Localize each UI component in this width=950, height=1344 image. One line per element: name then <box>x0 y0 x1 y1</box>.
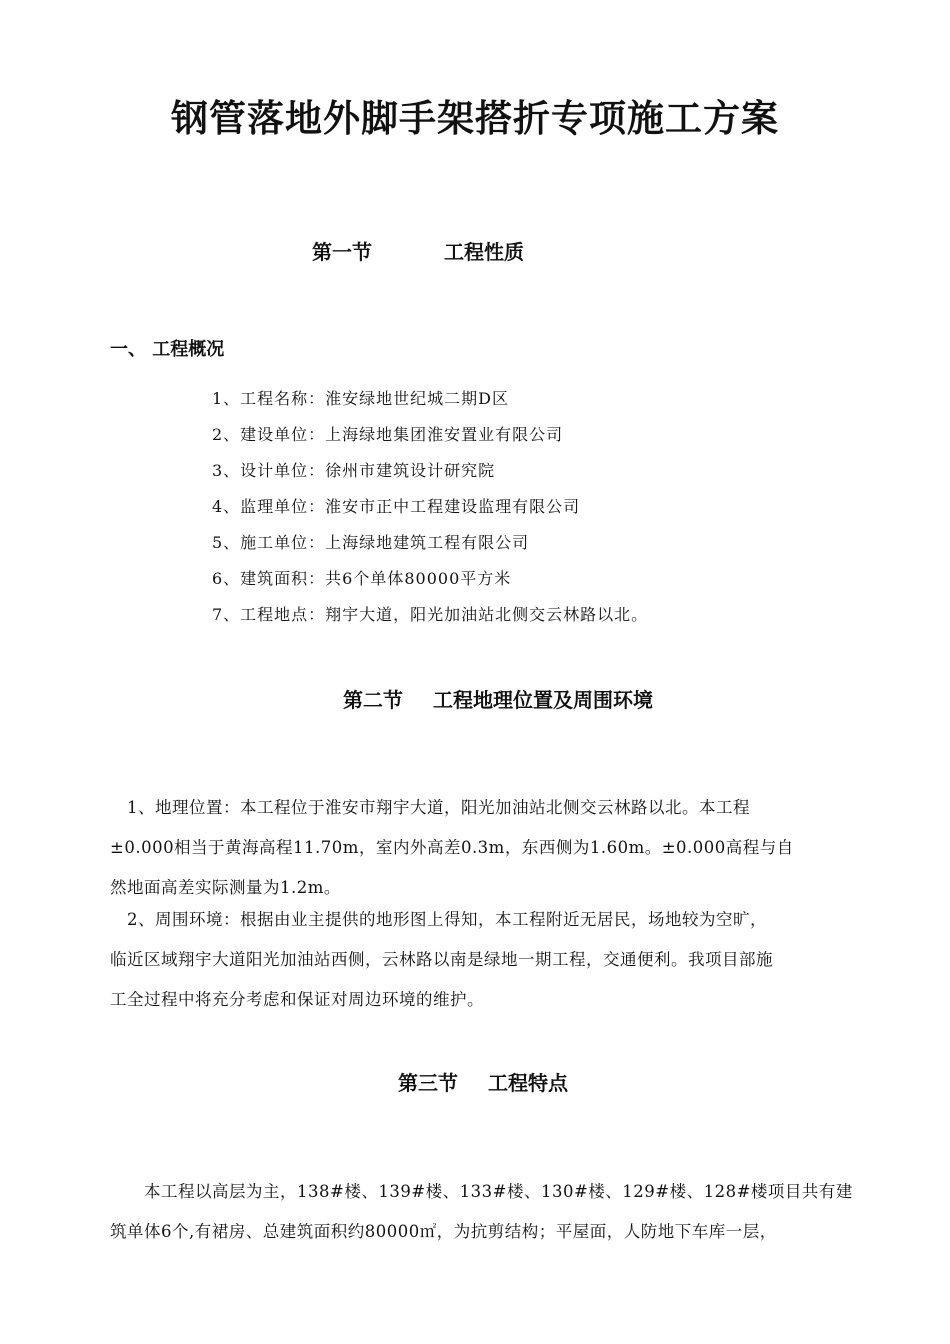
paragraph-line: 1、地理位置：本工程位于淮安市翔宇大道，阳光加油站北侧交云林路以北。本工程 <box>110 798 750 817</box>
overview-item-contractor: 5、施工单位：上海绿地建筑工程有限公司 <box>212 533 530 552</box>
section-1-heading-number: 第一节 <box>312 240 372 264</box>
overview-item-project-name: 1、工程名称：淮安绿地世纪城二期D区 <box>212 389 510 408</box>
section-3-heading-text: 工程特点 <box>488 1071 568 1095</box>
paragraph-line: 2、周围环境：根据由业主提供的地形图上得知，本工程附近无居民，场地较为空旷， <box>110 910 767 929</box>
document-title: 钢管落地外脚手架搭折专项施工方案 <box>171 97 779 140</box>
paragraph-line: 本工程以高层为主，138#楼、139#楼、133#楼、130#楼、129#楼、128#楼项目共有建 <box>110 1182 853 1201</box>
overview-item-location: 7、工程地点：翔宇大道，阳光加油站北侧交云林路以北。 <box>212 605 649 624</box>
surroundings-paragraph <box>110 900 866 1020</box>
overview-item-floor-area: 6、建筑面积：共6个单体80000平方米 <box>212 569 512 588</box>
overview-item-supervisor: 4、监理单位：淮安市正中工程建设监理有限公司 <box>212 497 581 516</box>
paragraph-line: 工全过程中将充分考虑和保证对周边环境的维护。 <box>110 990 484 1009</box>
paragraph-line: ±0.000相当于黄海高程11.70m，室内外高差0.3m，东西侧为1.60m。±0.000高程与自 <box>110 838 794 857</box>
project-overview-subheading: 一、 工程概况 <box>110 339 225 360</box>
paragraph-line: 临近区域翔宇大道阳光加油站西侧，云林路以南是绿地一期工程，交通便利。我项目部施 <box>110 950 773 969</box>
section-3-heading-number: 第三节 <box>398 1071 458 1095</box>
geographic-location-paragraph <box>110 788 866 908</box>
project-features-paragraph <box>110 1172 866 1252</box>
overview-item-owner: 2、建设单位：上海绿地集团淮安置业有限公司 <box>212 425 564 444</box>
paragraph-line: 筑单体6个,有裙房、总建筑面积约80000㎡，为抗剪结构；平屋面，人防地下车库一层， <box>110 1222 777 1241</box>
section-2-heading-number: 第二节 <box>343 688 403 712</box>
section-2-heading-text: 工程地理位置及周围环境 <box>433 688 653 712</box>
section-1-heading-text: 工程性质 <box>444 240 524 264</box>
paragraph-line: 然地面高差实际测量为1.2m。 <box>110 878 341 897</box>
overview-item-designer: 3、设计单位：徐州市建筑设计研究院 <box>212 461 496 480</box>
